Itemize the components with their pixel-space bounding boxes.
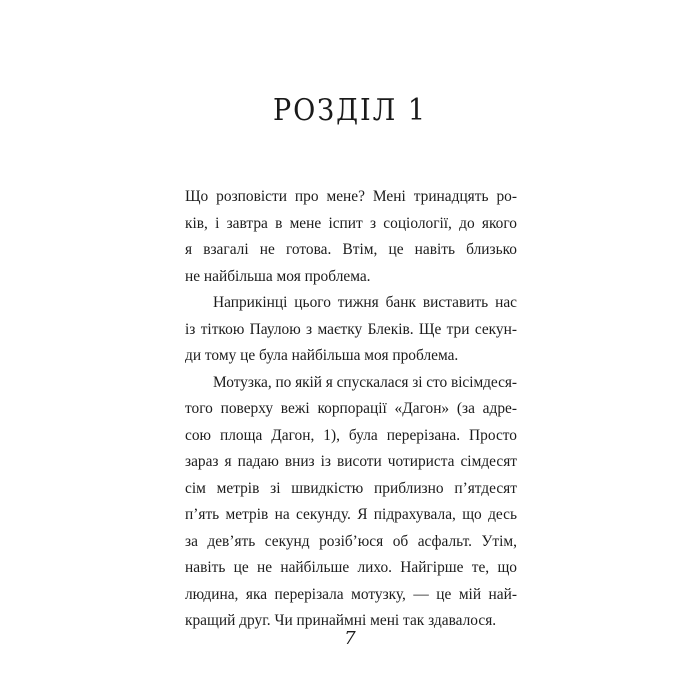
paragraph	[185, 290, 517, 370]
text-line: людина, яка перерізала мотузку, — це мій най-	[185, 585, 517, 603]
text-line: сою площа Дагон, 1), була перерізана. Просто	[185, 426, 517, 444]
text-line: Мотузка, по якій я спускалася зі сто вісімдеся-	[213, 373, 517, 391]
text-line: Що розповісти про мене? Мені тринадцять ро-	[185, 188, 517, 205]
text-line: за дев’ять секунд розіб’юся об асфальт. Утім,	[185, 532, 517, 550]
text-line: сім метрів зі швидкістю приблизно п’ятдесят	[185, 479, 517, 497]
text-line: ди тому це була найбільша моя проблема.	[185, 347, 459, 364]
text-line: зараз я падаю вниз із висоти чотириста сімдесят	[185, 453, 517, 470]
body-text	[185, 184, 517, 635]
text-line: не найбільша моя проблема.	[185, 267, 371, 285]
page-number: 7	[344, 628, 356, 649]
text-line: кращий друг. Чи принаймні мені так здавалося.	[185, 612, 497, 629]
text-line: ків, і завтра в мене іспит з соціології, до якого	[185, 214, 517, 232]
chapter-title: РОЗДІЛ 1	[272, 93, 428, 128]
paragraph	[185, 370, 517, 635]
text-line: Наприкінці цього тижня банк виставить нас	[213, 294, 517, 311]
text-line: із тіткою Паулою з маєтку Блеків. Ще три секун-	[185, 320, 517, 338]
text-line: я взагалі не готова. Втім, це навіть близько	[185, 241, 517, 258]
text-line: п’ять метрів на секунду. Я підрахувала, що десь	[185, 506, 517, 523]
text-line: того поверху вежі корпорації «Дагон» (за адре-	[185, 400, 517, 417]
paragraph	[185, 184, 517, 290]
text-line: навіть це не найбільше лихо. Найгірше те, що	[185, 559, 517, 576]
